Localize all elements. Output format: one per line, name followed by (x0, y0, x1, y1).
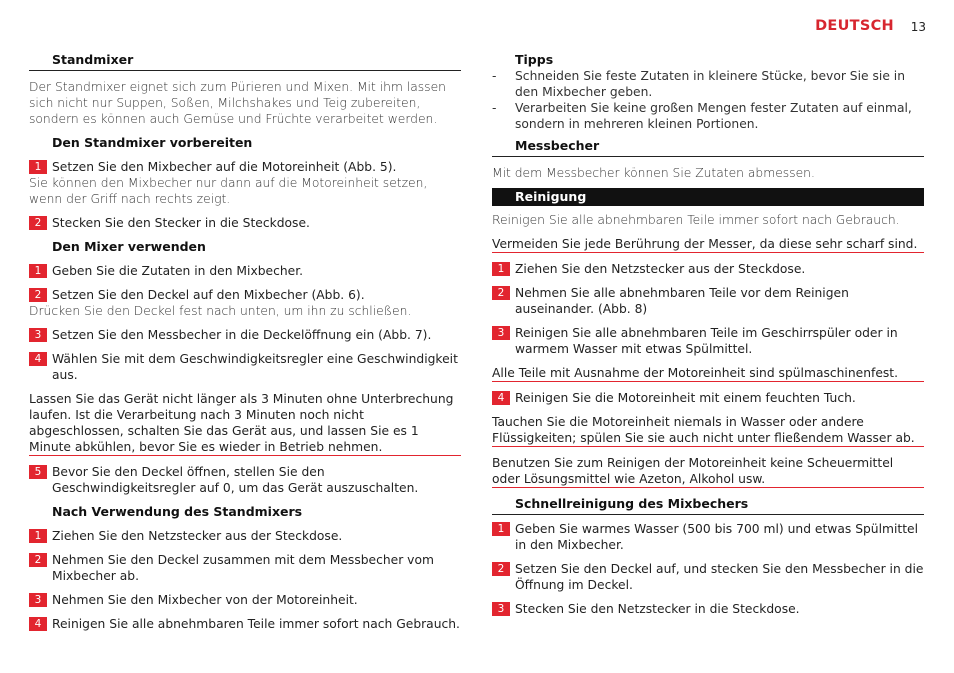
language-label: DEUTSCH (815, 18, 894, 34)
step-use-4 (29, 351, 461, 383)
subsection-title-tips: Tipps (515, 52, 554, 67)
step-text: Geben Sie die Zutaten in den Mixbecher. (52, 264, 304, 278)
step-number: 2 (29, 553, 47, 567)
section-title-quick-clean: Schnellreinigung des Mixbechers (492, 496, 924, 515)
tip-text: Schneiden Sie feste Zutaten in kleinere Stücke, bevor Sie sie in den Mixbecher geben. (515, 69, 906, 99)
section-title-messbecher: Messbecher (492, 138, 924, 157)
step-number: 3 (29, 593, 47, 607)
step-number: 4 (29, 617, 47, 631)
step-quick-2 (492, 561, 924, 593)
step-text: Bevor Sie den Deckel öffnen, stellen Sie den Geschwindigkeitsregler auf 0, um das Gerät auszuschalten. (52, 465, 419, 495)
step-text: Nehmen Sie alle abnehmbaren Teile vor dem Reinigen auseinander. (Abb. 8) (515, 286, 849, 316)
section-title-standmixer: Standmixer (29, 52, 461, 71)
step-text: Reinigen Sie alle abnehmbaren Teile immer sofort nach Gebrauch. (52, 617, 460, 631)
step-number: 2 (29, 288, 47, 302)
right-column (492, 50, 924, 617)
step-text: Ziehen Sie den Netzstecker aus der Steckdose. (515, 262, 806, 276)
step-number: 5 (29, 465, 47, 479)
step-number: 1 (29, 160, 47, 174)
warning-text: Tauchen Sie die Motoreinheit niemals in Wasser oder andere Flüssigkeiten; spülen Sie sie auch nicht unter fließendem Wasser ab. (492, 414, 924, 447)
step-after-3 (29, 592, 461, 608)
step-clean-2 (492, 285, 924, 317)
step-after-2 (29, 552, 461, 584)
step-text: Stecken Sie den Netzstecker in die Steckdose. (515, 602, 800, 616)
step-text: Reinigen Sie die Motoreinheit mit einem feuchten Tuch. (515, 391, 856, 405)
page-number: 13 (910, 20, 926, 34)
step-prepare-1 (29, 159, 461, 175)
step-use-2 (29, 287, 461, 303)
step-number: 4 (29, 352, 47, 366)
note-text: Drücken Sie den Deckel fest nach unten, um ihn zu schließen. (29, 304, 412, 318)
step-use-1 (29, 263, 461, 279)
step-number: 2 (492, 286, 510, 300)
tip-item (492, 100, 924, 132)
step-number: 2 (492, 562, 510, 576)
step-clean-1 (492, 261, 924, 277)
cleaning-intro: Reinigen Sie alle abnehmbaren Teile immer sofort nach Gebrauch. (492, 213, 900, 227)
step-text: Setzen Sie den Messbecher in die Deckelöffnung ein (Abb. 7). (52, 328, 432, 342)
step-text: Setzen Sie den Deckel auf, und stecken Sie den Messbecher in die Öffnung im Deckel. (515, 562, 924, 592)
tip-item (492, 68, 924, 100)
intro-text: Der Standmixer eignet sich zum Pürieren und Mixen. Mit ihm lassen sich nicht nur Suppen, Soßen, Milchshakes und Teig zubereiten, sondern es können auch Gemüse und Früchte verarbeitet werden. (29, 80, 446, 126)
step-quick-1 (492, 521, 924, 553)
step-number: 4 (492, 391, 510, 405)
step-text: Stecken Sie den Stecker in die Steckdose. (52, 216, 310, 230)
step-after-4 (29, 616, 461, 632)
warning-text: Vermeiden Sie jede Berührung der Messer, da diese sehr scharf sind. (492, 236, 924, 253)
subsection-title-use: Den Mixer verwenden (52, 239, 206, 254)
subsection-title-prepare: Den Standmixer vorbereiten (52, 135, 253, 150)
step-number: 3 (29, 328, 47, 342)
step-number: 1 (29, 264, 47, 278)
step-number: 1 (492, 522, 510, 536)
step-text: Ziehen Sie den Netzstecker aus der Steckdose. (52, 529, 343, 543)
step-clean-3 (492, 325, 924, 357)
step-number: 3 (492, 602, 510, 616)
tip-text: Verarbeiten Sie keine großen Mengen fester Zutaten auf einmal, sondern in mehreren kleinen Portionen. (515, 101, 912, 131)
step-text: Wählen Sie mit dem Geschwindigkeitsregler eine Geschwindigkeit aus. (52, 352, 458, 382)
section-title-cleaning: Reinigung (492, 188, 924, 206)
step-prepare-2 (29, 215, 461, 231)
step-after-1 (29, 528, 461, 544)
subsection-title-after: Nach Verwendung des Standmixers (52, 504, 303, 519)
step-text: Setzen Sie den Deckel auf den Mixbecher (Abb. 6). (52, 288, 365, 302)
warning-text: Lassen Sie das Gerät nicht länger als 3 Minuten ohne Unterbrechung laufen. Ist die Verarbeitung nach 3 Minuten noch nicht abgeschlossen, schalten Sie das Gerät aus, und lassen Sie es 1 Minute abkühlen, bevor Sie es wieder in Betrieb nehmen. (29, 391, 461, 456)
step-number: 3 (492, 326, 510, 340)
step-text: Nehmen Sie den Mixbecher von der Motoreinheit. (52, 593, 358, 607)
warning-text: Alle Teile mit Ausnahme der Motoreinheit sind spülmaschinenfest. (492, 365, 924, 382)
step-text: Setzen Sie den Mixbecher auf die Motoreinheit (Abb. 5). (52, 160, 397, 174)
step-number: 2 (29, 216, 47, 230)
left-column (29, 50, 461, 632)
step-number: 1 (492, 262, 510, 276)
step-number: 1 (29, 529, 47, 543)
step-clean-4 (492, 390, 924, 406)
step-quick-3 (492, 601, 924, 617)
step-text: Reinigen Sie alle abnehmbaren Teile im Geschirrspüler oder in warmem Wasser mit etwas Spülmittel. (515, 326, 898, 356)
step-use-5 (29, 464, 461, 496)
step-text: Nehmen Sie den Deckel zusammen mit dem Messbecher vom Mixbecher ab. (52, 553, 434, 583)
messbecher-text: Mit dem Messbecher können Sie Zutaten abmessen. (492, 166, 815, 180)
step-use-3 (29, 327, 461, 343)
warning-text: Benutzen Sie zum Reinigen der Motoreinheit keine Scheuermittel oder Lösungsmittel wie Azeton, Alkohol usw. (492, 455, 924, 488)
dash-bullet: - (492, 101, 497, 115)
page-header (0, 18, 954, 38)
note-text: Sie können den Mixbecher nur dann auf die Motoreinheit setzen, wenn der Griff nach rechts zeigt. (29, 176, 428, 206)
step-text: Geben Sie warmes Wasser (500 bis 700 ml) und etwas Spülmittel in den Mixbecher. (515, 522, 919, 552)
dash-bullet: - (492, 69, 497, 83)
